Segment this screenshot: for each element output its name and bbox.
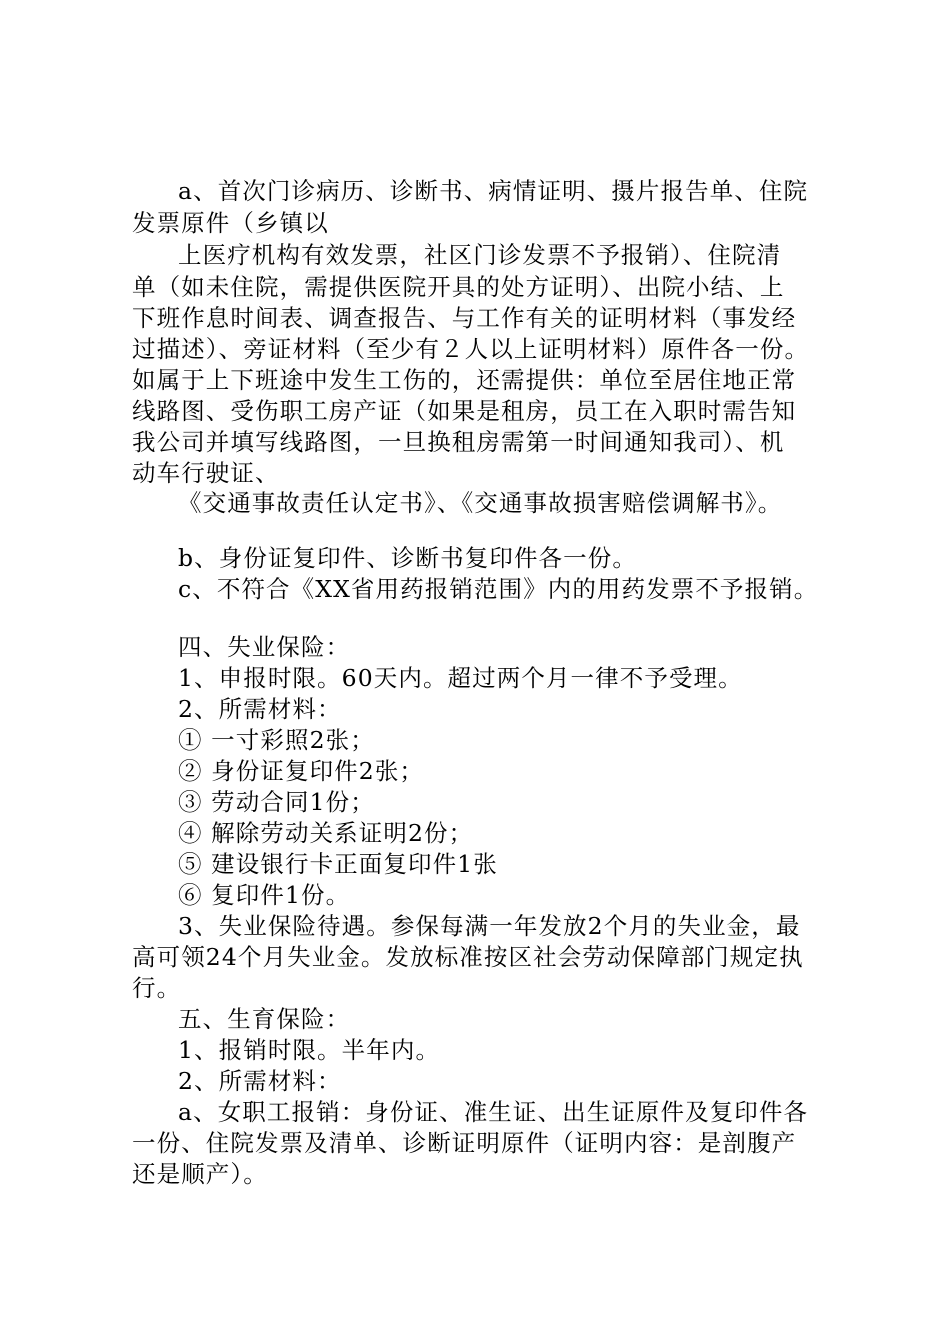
text-line: 高可领24个月失业金。发放标准按区社会劳动保障部门规定执 [132, 943, 804, 971]
list-item: ③ 劳动合同1份； [178, 788, 375, 816]
text-line: 3、失业保险待遇。参保每满一年发放2个月的失业金，最 [178, 912, 801, 940]
text-line: 过描述）、旁证材料（至少有２人以上证明材料）原件各一份。 [132, 335, 810, 363]
text-line: 我公司并填写线路图，一旦换租房需第一时间通知我司）、机 [132, 428, 785, 456]
text-line: a、女职工报销：身份证、准生证、出生证原件及复印件各 [178, 1098, 809, 1126]
list-item: ⑤ 建设银行卡正面复印件1张 [178, 850, 498, 878]
text-line: 如属于上下班途中发生工伤的，还需提供：单位至居住地正常 [132, 366, 797, 394]
section-heading: 五、生育保险： [178, 1005, 351, 1033]
text-line: a、首次门诊病历、诊断书、病情证明、摄片报告单、住院 [178, 177, 809, 205]
text-line: 还是顺产）。 [132, 1160, 268, 1188]
list-item: ① 一寸彩照2张； [178, 726, 375, 754]
text-line: 2、所需材料： [178, 1067, 342, 1095]
text-line: 单（如未住院，需提供医院开具的处方证明）、出院小结、上 [132, 273, 785, 301]
text-line: 行。 [132, 974, 182, 1002]
text-line: 《交通事故责任认定书》、《交通事故损害赔偿调解书》。 [178, 489, 783, 517]
text-line: 1、报销时限。半年内。 [178, 1036, 441, 1064]
text-line: 线路图、受伤职工房产证（如果是租房，员工在入职时需告知 [132, 397, 797, 425]
text-line: 1、申报时限。60天内。超过两个月一律不予受理。 [178, 664, 743, 692]
list-item: ④ 解除劳动关系证明2份； [178, 819, 474, 847]
text-line: 一份、住院发票及清单、诊断证明原件（证明内容：是剖腹产 [132, 1129, 797, 1157]
list-item: ② 身份证复印件2张； [178, 757, 425, 785]
text-line: b、身份证复印件、诊断书复印件各一份。 [178, 544, 637, 572]
text-line: 2、所需材料： [178, 695, 342, 723]
text-line: 上医疗机构有效发票，社区门诊发票不予报销）、住院清 [178, 241, 782, 269]
section-heading: 四、失业保险： [178, 633, 351, 661]
text-line: 发票原件（乡镇以 [132, 209, 329, 237]
text-line: 动车行驶证、 [132, 459, 280, 487]
text-line: 下班作息时间表、调查报告、与工作有关的证明材料（事发经 [132, 304, 797, 332]
text-line: c、不符合《XX省用药报销范围》内的用药发票不予报销。 [178, 575, 819, 603]
list-item: ⑥ 复印件1份。 [178, 881, 351, 909]
